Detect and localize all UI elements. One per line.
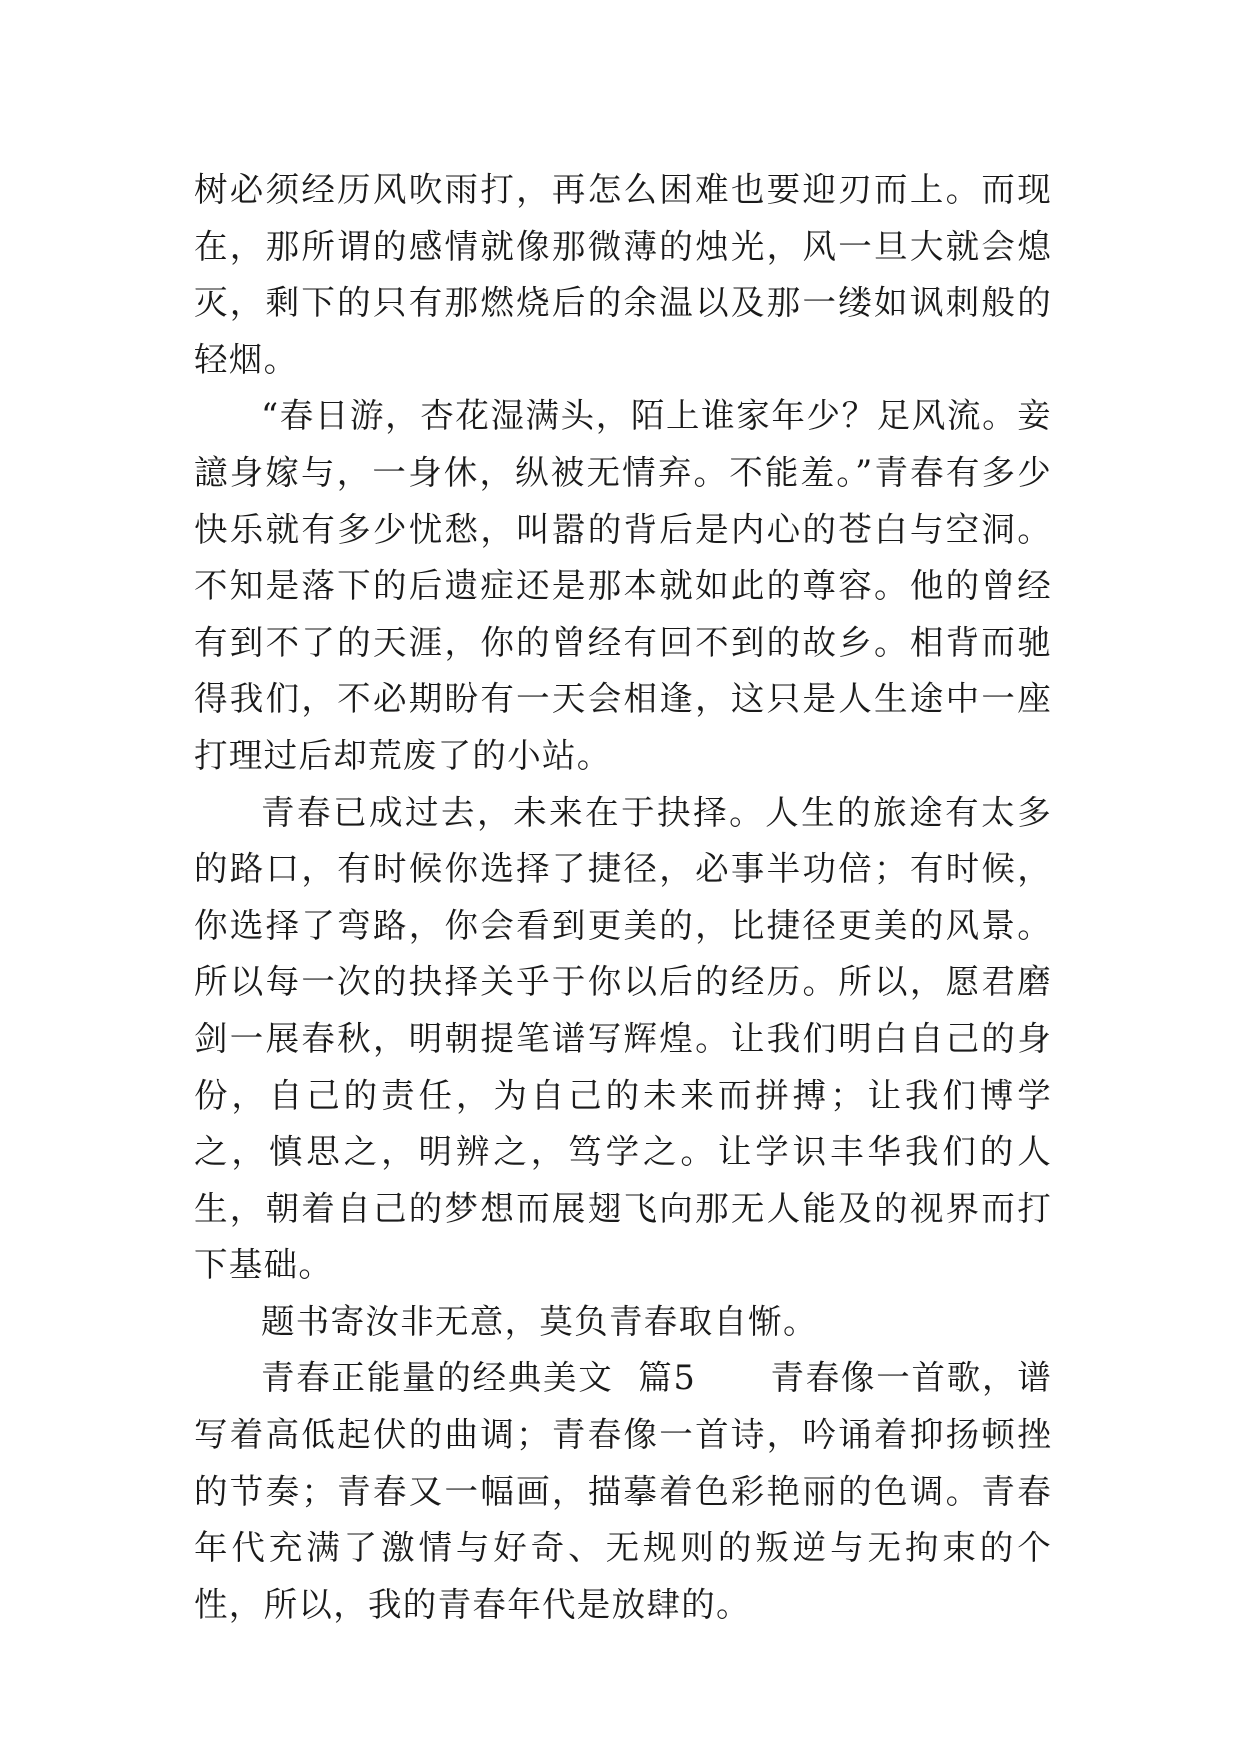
paragraph-1: 树必须经历风吹雨打，再怎么困难也要迎刃而上。而现在，那所谓的感情就像那微薄的烛光，风一旦大就会熄灭，剩下的只有那燃烧后的余温以及那一缕如讽刺般的轻烟。 (194, 170, 1052, 379)
document-body (194, 162, 1052, 1633)
paragraph-5: 青春正能量的经典美文 篇5 青春像一首歌，谱写着高低起伏的曲调；青春像一首诗，吟诵着抑扬顿挫的节奏；青春又一幅画，描摹着色彩艳丽的色调。青春年代充满了激情与好奇、无规则的叛逆与无拘束的个性，所以，我的青春年代是放肆的。 (194, 1358, 1052, 1624)
paragraph-3: 青春已成过去，未来在于抉择。人生的旅途有太多的路口，有时候你选择了捷径，必事半功倍；有时候，你选择了弯路，你会看到更美的，比捷径更美的风景。所以每一次的抉择关乎于你以后的经历。所以，愿君磨剑一展春秋，明朝提笔谱写辉煌。让我们明白自己的身份，自己的责任，为自己的未来而拼搏；让我们博学之，慎思之，明辨之，笃学之。让学识丰华我们的人生，朝着自己的梦想而展翅飞向那无人能及的视界而打下基础。 (194, 792, 1052, 1285)
paragraph-2: “春日游，杏花湿满头，陌上谁家年少？足风流。妾譩身嫁与，一身休，纵被无情弃。不能羞。”青春有多少快乐就有多少忧愁，叫嚣的背后是内心的苍白与空洞。不知是落下的后遗症还是那本就如此的尊容。他的曾经有到不了的天涯，你的曾经有回不到的故乡。相背而驰得我们，不必期盼有一天会相逢，这只是人生途中一座打理过后却荒废了的小站。 (194, 396, 1052, 775)
paragraph-4: 题书寄汝非无意，莫负青春取自惭。 (261, 1301, 818, 1341)
